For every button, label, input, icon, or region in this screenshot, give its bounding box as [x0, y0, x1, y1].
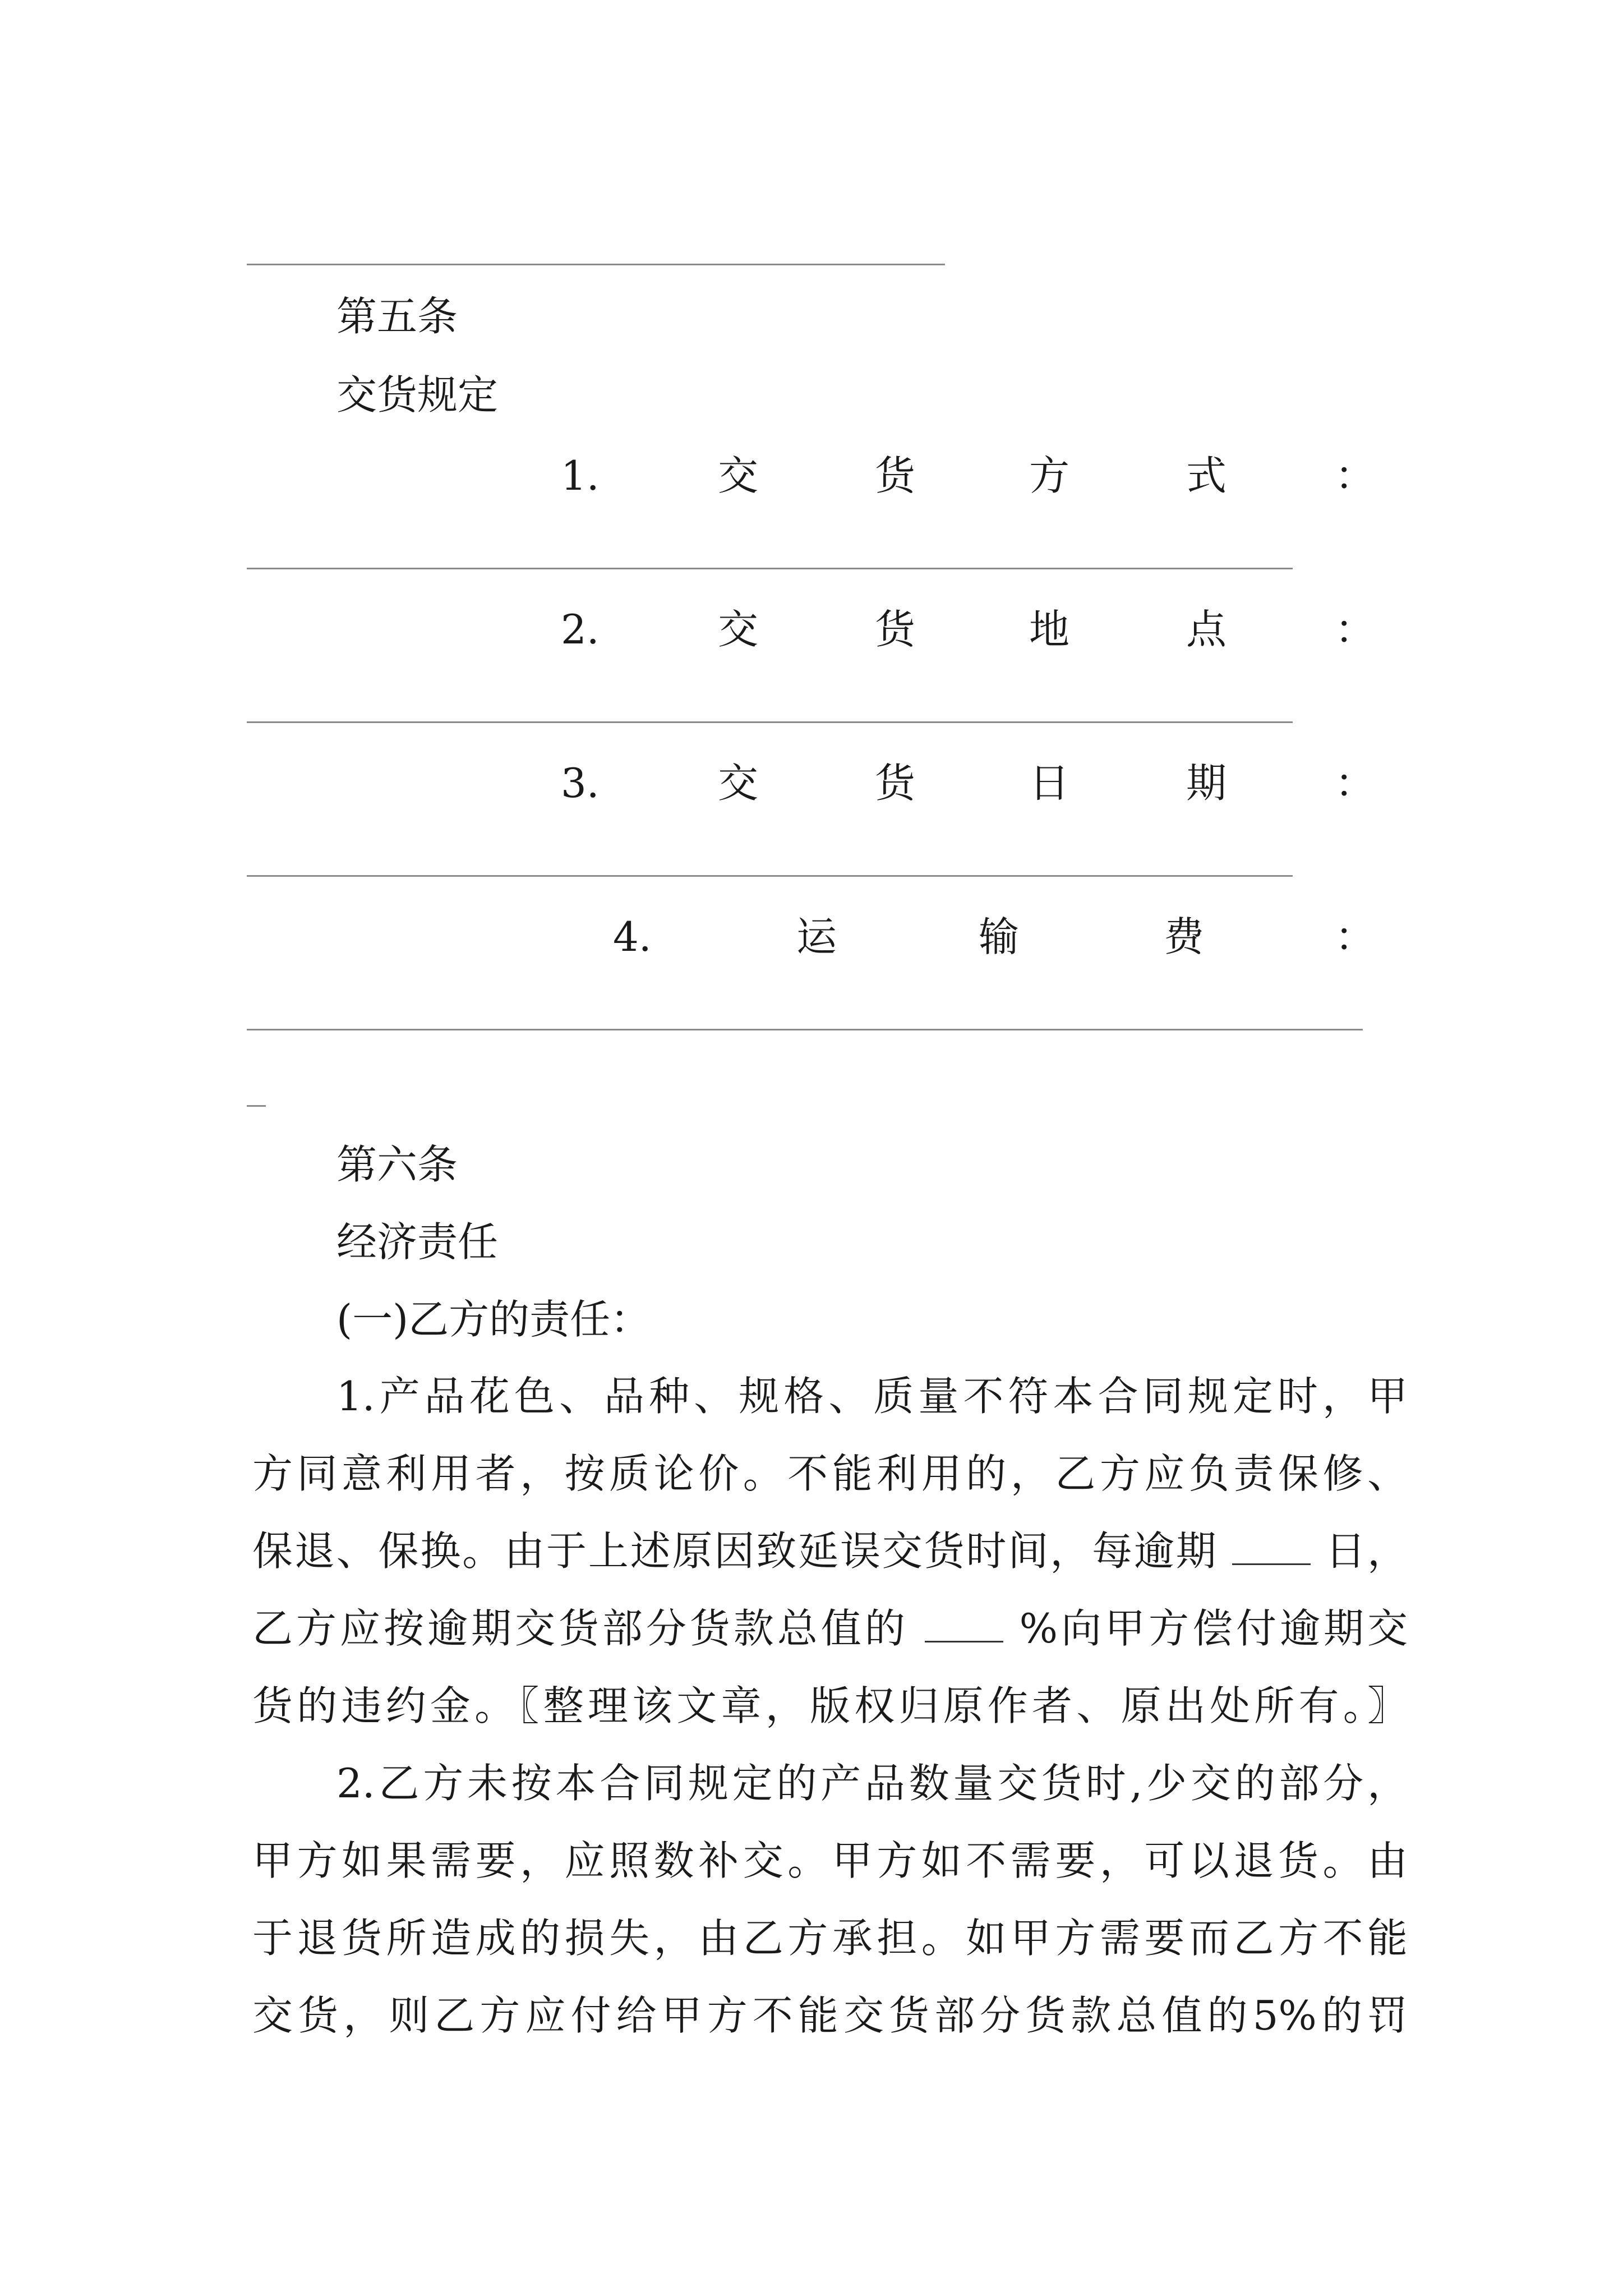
- text-line: 2.乙方未按本合同规定的产品数量交货时,少交的部分，: [336, 1760, 1408, 1807]
- fill-line: [247, 721, 1293, 723]
- fill-line: [247, 568, 1293, 569]
- item-char: 方: [1029, 452, 1070, 499]
- text-line: [252, 1512, 1408, 1590]
- item-char: 地: [1029, 606, 1070, 653]
- item-number: 2.: [561, 606, 600, 653]
- text-segment: %向甲方偿付逾期交: [1019, 1605, 1408, 1652]
- text-line: 1.产品花色、品种、规格、质量不符本合同规定时，甲: [336, 1373, 1408, 1420]
- blank-field: [925, 1608, 1003, 1642]
- article-title: 交货规定: [336, 371, 499, 418]
- item-char: 交: [718, 452, 759, 499]
- section-subtitle: (一)乙方的责任：: [336, 1296, 651, 1343]
- text-segment: 乙方应按逾期交货部分货款总值的: [252, 1605, 909, 1652]
- item-char: 费: [1164, 913, 1205, 960]
- item-colon: ：: [1335, 760, 1376, 807]
- item-char: 交: [718, 606, 759, 653]
- item-char: 日: [1029, 760, 1070, 807]
- item-char: 货: [875, 760, 916, 807]
- item-char: 期: [1186, 760, 1227, 807]
- text-line: 交货，则乙方应付给甲方不能交货部分货款总值的5%的罚: [252, 1992, 1408, 2039]
- item-char: 货: [875, 452, 916, 499]
- fill-line: [247, 1105, 266, 1107]
- article-heading: 第五条: [336, 293, 458, 340]
- article-heading: 第六条: [336, 1141, 458, 1188]
- item-colon: ：: [1335, 606, 1376, 653]
- fill-line: [247, 875, 1293, 877]
- text-segment: 日，: [1325, 1527, 1408, 1575]
- item-char: 交: [718, 760, 759, 807]
- text-line: 方同意利用者，按质论价。不能利用的，乙方应负责保修、: [252, 1450, 1408, 1497]
- text-segment: 保退、保换。由于上述原因致延误交货时间，每逾期: [252, 1527, 1218, 1575]
- item-char: 运: [796, 913, 837, 960]
- item-char: 点: [1186, 606, 1227, 653]
- text-line: 于退货所造成的损失，由乙方承担。如甲方需要而乙方不能: [252, 1915, 1408, 1962]
- item-number: 4.: [613, 913, 652, 960]
- text-line: 货的违约金。〖整理该文章，版权归原作者、原出处所有。〗: [252, 1682, 1408, 1729]
- paragraph: [252, 1745, 1408, 2054]
- item-char: 输: [979, 913, 1020, 960]
- text-line: 甲方如果需要，应照数补交。甲方如不需要，可以退货。由: [252, 1837, 1408, 1884]
- item-colon: ：: [1335, 913, 1376, 960]
- paragraph: [252, 1358, 1408, 1745]
- item-char: 式: [1186, 452, 1227, 499]
- item-number: 3.: [561, 760, 600, 807]
- fill-line: [247, 1029, 1363, 1030]
- fill-line: [247, 264, 945, 265]
- article-title: 经济责任: [336, 1218, 499, 1266]
- blank-field: [1232, 1531, 1311, 1565]
- item-char: 货: [875, 606, 916, 653]
- item-colon: ：: [1335, 452, 1376, 499]
- text-line: [252, 1590, 1408, 1667]
- item-number: 1.: [561, 452, 600, 499]
